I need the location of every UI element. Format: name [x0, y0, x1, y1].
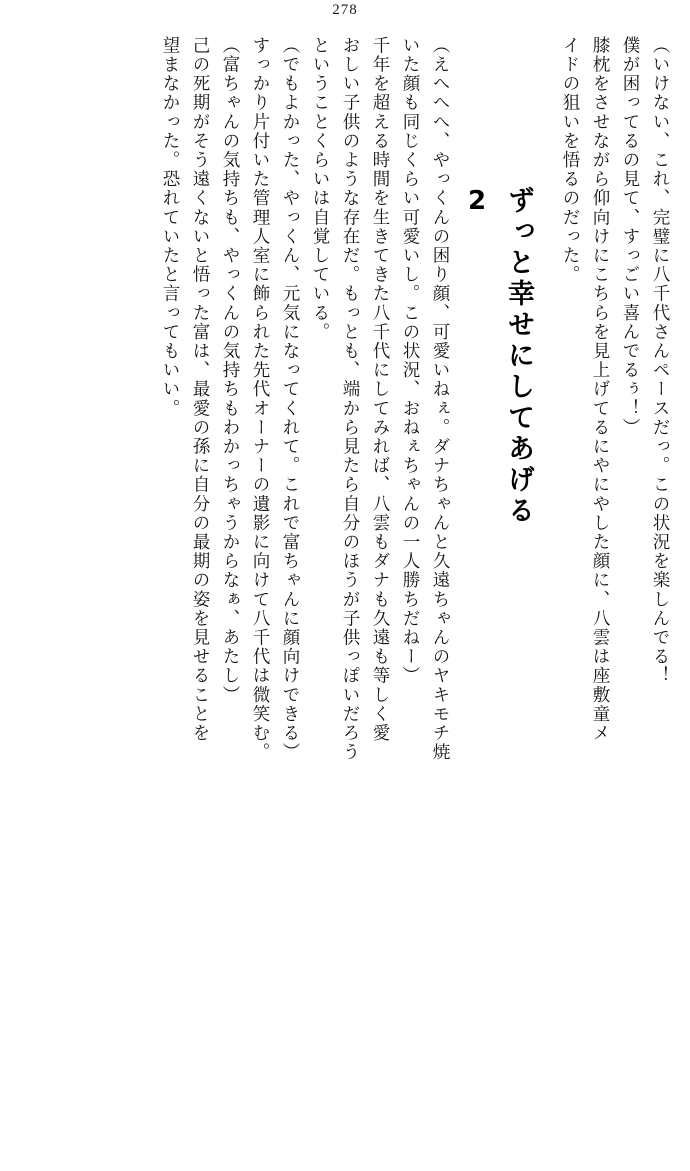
vertical-text-body [22, 36, 668, 1030]
column-spacer [538, 36, 548, 46]
text-column: 己の死期がそう遠くないと悟った富は、最愛の孫に自分の最期の姿を見せることを [190, 36, 210, 743]
text-column: イドの狙いを悟るのだった。 [560, 36, 580, 285]
text-column: （でもよかった、やっくん、元気になってくれて。これで富ちゃんに顔向けできる） [280, 36, 300, 762]
text-column: （富ちゃんの気持ちも、やっくんの気持ちもわかっちゃうからなぁ、あたし） [220, 36, 240, 705]
text-column: ということくらいは自覚している。 [310, 36, 330, 342]
text-column: （いけない、これ、完璧に八千代さんペースだっ。この状況を楽しんでる！ [650, 36, 670, 686]
column-spacer [448, 36, 458, 46]
text-column: 千年を超える時間を生きてきた八千代にしてみれば、八雲もダナも久遠も等しく愛 [370, 36, 390, 743]
page-number: 278 [332, 2, 358, 18]
text-column: いた顔も同じくらい可愛いし。この状況、おねぇちゃんの一人勝ちだねー） [400, 36, 420, 686]
text-column: （えへへへ、やっくんの困り顔、可愛いねぇ。ダナちゃんと久遠ちゃんのヤキモチ焼 [430, 36, 450, 762]
text-column: 僕が困ってるの見て、すっごい喜んでるぅ！） [620, 36, 640, 438]
text-column: 膝枕をさせながら仰向けにこちらを見上げてるにやにやした顔に、八雲は座敷童メ [590, 36, 610, 743]
text-column: おしい子供のような存在だ。もっとも、端から見たら自分のほうが子供っぽいだろう [340, 36, 360, 762]
text-column: 望まなかった。恐れていたと言ってもいい。 [160, 36, 180, 418]
text-column: すっかり片付いた管理人室に飾られた先代オーナーの遺影に向けて八千代は微笑む。 [250, 36, 270, 762]
chapter-number: 2 [462, 186, 492, 216]
chapter-title: ずっと幸せにしてあげる [503, 186, 534, 527]
